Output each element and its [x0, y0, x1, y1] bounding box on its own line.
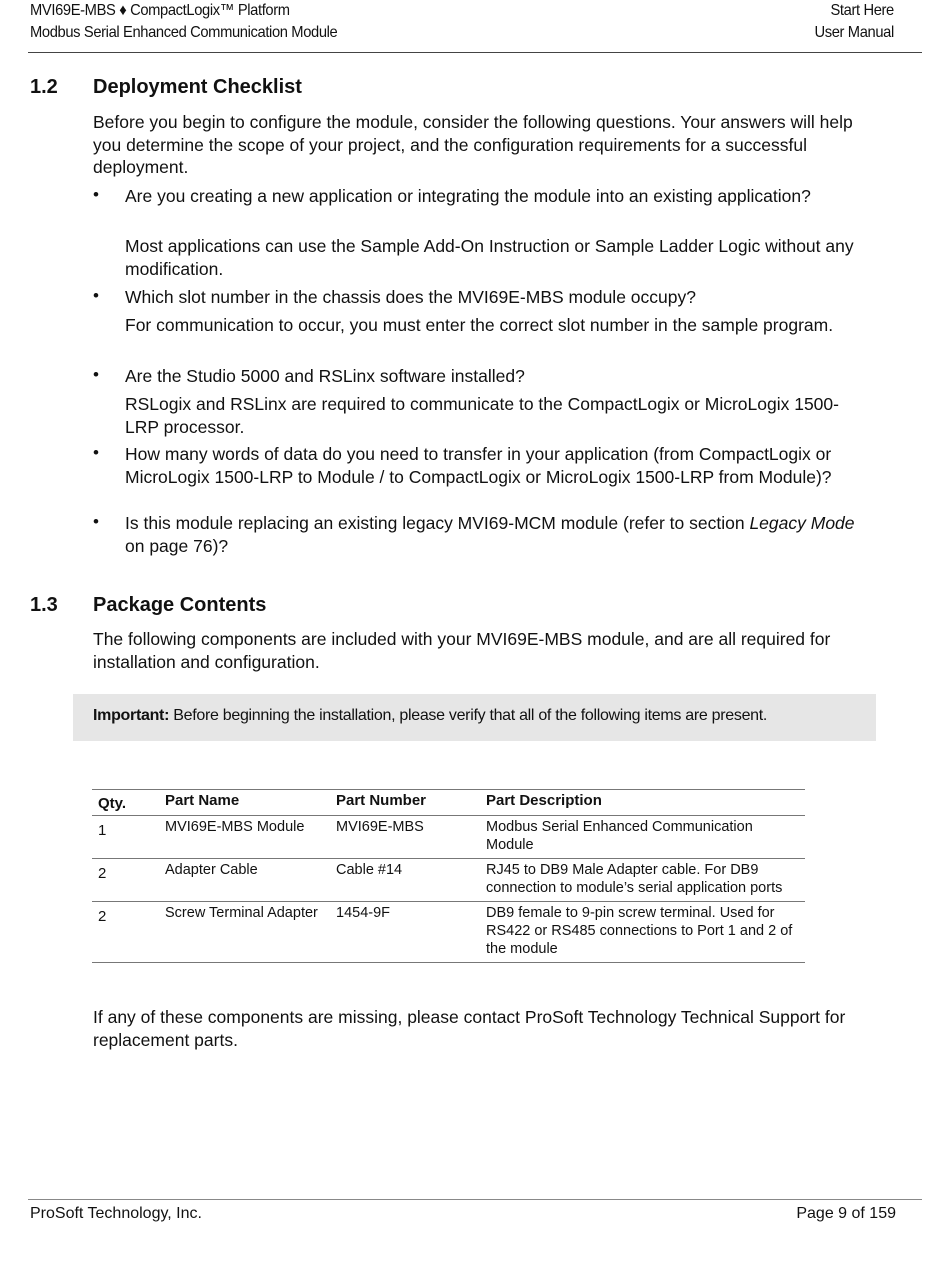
- checklist-question: Are you creating a new application or integrating the module into an existing application?: [125, 186, 811, 206]
- header-product: MVI69E-MBS ♦ CompactLogix™ Platform: [30, 2, 290, 19]
- checklist-question: Which slot number in the chassis does the MVI69E-MBS module occupy?: [125, 287, 696, 307]
- checklist-question: How many words of data do you need to transfer in your application (from CompactLogix or MicroLogix 1500-LRP to Module / to CompactLogix or MicroLogix 1500-LRP from Module)?: [125, 444, 832, 487]
- question-text-end: on page 76)?: [125, 535, 229, 556]
- cell-part-description: Modbus Serial Enhanced Communication Module: [480, 816, 805, 859]
- checklist-question: [125, 512, 855, 557]
- header-line-2: [30, 22, 894, 44]
- table-row: [92, 902, 805, 963]
- bullet-icon: •: [93, 443, 99, 462]
- header-doc-type: User Manual: [814, 24, 894, 41]
- page-footer: [30, 1203, 896, 1225]
- cell-part-number: MVI69E-MBS: [330, 816, 480, 859]
- section-title: Deployment Checklist: [93, 76, 302, 98]
- footer-divider: [28, 1199, 922, 1200]
- page-header: [30, 0, 894, 44]
- cell-qty: 1: [92, 816, 159, 859]
- section-intro: The following components are included with your MVI69E-MBS module, and are all required for installation and configuration.: [93, 629, 831, 672]
- bullet-icon: •: [93, 185, 99, 204]
- bullet-icon: •: [93, 365, 99, 384]
- column-header-part-number: Part Number: [330, 790, 480, 816]
- cell-part-name: Adapter Cable: [159, 859, 330, 902]
- header-chapter: Start Here: [830, 2, 894, 19]
- cell-qty: 2: [92, 859, 159, 902]
- important-note: [73, 694, 876, 741]
- section-number: 1.2: [30, 76, 58, 98]
- cell-part-description: RJ45 to DB9 Male Adapter cable. For DB9 connection to module’s serial application ports: [480, 859, 805, 902]
- section-intro: Before you begin to configure the module, consider the following questions. Your answers will help you determine the scope of your project, and the configuration requirements for a successful deployment.: [93, 112, 853, 177]
- checklist-answer: For communication to occur, you must enter the correct slot number in the sample program.: [125, 315, 834, 335]
- column-header-qty: Qty.: [92, 790, 159, 816]
- page-number: Page 9 of 159: [796, 1205, 896, 1222]
- header-module: Modbus Serial Enhanced Communication Module: [30, 24, 338, 41]
- checklist-question: Are the Studio 5000 and RSLinx software installed?: [125, 366, 525, 386]
- bullet-icon: •: [93, 512, 99, 531]
- package-contents-table: [92, 789, 805, 963]
- note-text: Before beginning the installation, please verify that all of the following items are present.: [173, 707, 768, 724]
- bullet-icon: •: [93, 286, 99, 305]
- note-label: Important:: [93, 707, 170, 724]
- section-number: 1.3: [30, 594, 58, 616]
- column-header-part-name: Part Name: [159, 790, 330, 816]
- section-reference-link[interactable]: Legacy Mode: [749, 513, 855, 533]
- section-title: Package Contents: [93, 594, 267, 616]
- cell-part-description: DB9 female to 9-pin screw terminal. Used for RS422 or RS485 connections to Port 1 and 2 of the module: [480, 902, 805, 963]
- table-row: [92, 816, 805, 859]
- cell-qty: 2: [92, 902, 159, 963]
- cell-part-number: 1454-9F: [330, 902, 480, 963]
- checklist-answer: RSLogix and RSLinx are required to communicate to the CompactLogix or MicroLogix 1500-LRP processor.: [125, 394, 839, 437]
- question-text: Is this module replacing an existing legacy MVI69-MCM module (refer to section: [125, 513, 745, 533]
- cell-part-name: MVI69E-MBS Module: [159, 816, 330, 859]
- footer-company: ProSoft Technology, Inc.: [30, 1205, 202, 1222]
- cell-part-name: Screw Terminal Adapter: [159, 902, 330, 963]
- table-row: [92, 859, 805, 902]
- header-divider: [28, 52, 922, 53]
- column-header-part-description: Part Description: [480, 790, 805, 816]
- closing-paragraph: If any of these components are missing, please contact ProSoft Technology Technical Support for replacement parts.: [93, 1007, 846, 1050]
- cell-part-number: Cable #14: [330, 859, 480, 902]
- header-line-1: [30, 0, 894, 22]
- checklist-answer: Most applications can use the Sample Add-On Instruction or Sample Ladder Logic without any modification.: [125, 236, 854, 279]
- table-header-row: [92, 790, 805, 816]
